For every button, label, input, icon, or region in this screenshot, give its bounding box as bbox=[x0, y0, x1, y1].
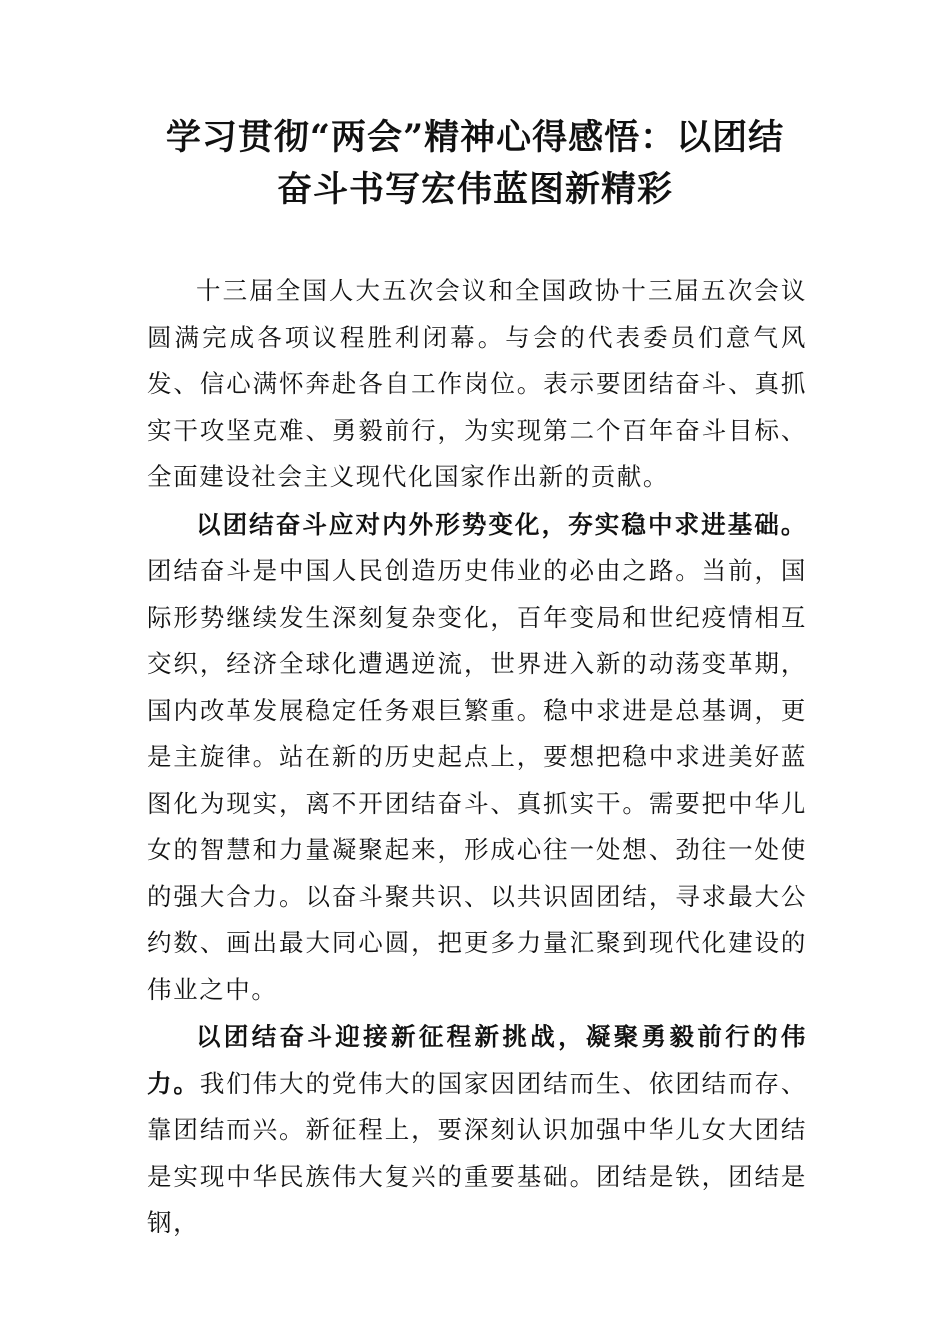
paragraph-1 bbox=[147, 268, 807, 501]
paragraph-3-text: 我们伟大的党伟大的国家因团结而生、依团结而存、靠团结而兴。新征程上，要深刻认识加强中华儿女大团结是实现中华民族伟大复兴的重要基础。团结是铁，团结是钢， bbox=[147, 1068, 807, 1237]
paragraph-2-text: 团结奋斗是中国人民创造历史伟业的必由之路。当前，国际形势继续发生深刻复杂变化，百年变局和世纪疫情相互交织，经济全球化遭遇逆流，世界进入新的动荡变革期，国内改革发展稳定任务艰巨繁重。稳中求进是总基调，更是主旋律。站在新的历史起点上，要想把稳中求进美好蓝图化为现实，离不开团结奋斗、真抓实干。需要把中华儿女的智慧和力量凝聚起来，形成心往一处想、劲往一处使的强大合力。以奋斗聚共识、以共识固团结，寻求最大公约数、画出最大同心圆，把更多力量汇聚到现代化建设的伟业之中。 bbox=[147, 556, 807, 1004]
document-title bbox=[130, 112, 820, 216]
document-body bbox=[147, 268, 807, 1247]
paragraph-3 bbox=[147, 1014, 807, 1247]
title-line-2: 奋斗书写宏伟蓝图新精彩 bbox=[276, 169, 673, 210]
paragraph-1-text: 十三届全国人大五次会议和全国政协十三届五次会议圆满完成各项议程胜利闭幕。与会的代表委员们意气风发、信心满怀奔赴各自工作岗位。表示要团结奋斗、真抓实干攻坚克难、勇毅前行，为实现第二个百年奋斗目标、全面建设社会主义现代化国家作出新的贡献。 bbox=[147, 276, 807, 491]
paragraph-2 bbox=[147, 502, 807, 1014]
title-line-1: 学习贯彻“两会”精神心得感悟：以团结 bbox=[165, 117, 785, 158]
paragraph-3-heading: 以团结奋斗迎接新征程新挑战，凝聚勇毅前行的伟力。 bbox=[147, 1022, 807, 1098]
paragraph-2-heading: 以团结奋斗应对内外形势变化，夯实稳中求进基础。 bbox=[196, 509, 807, 539]
